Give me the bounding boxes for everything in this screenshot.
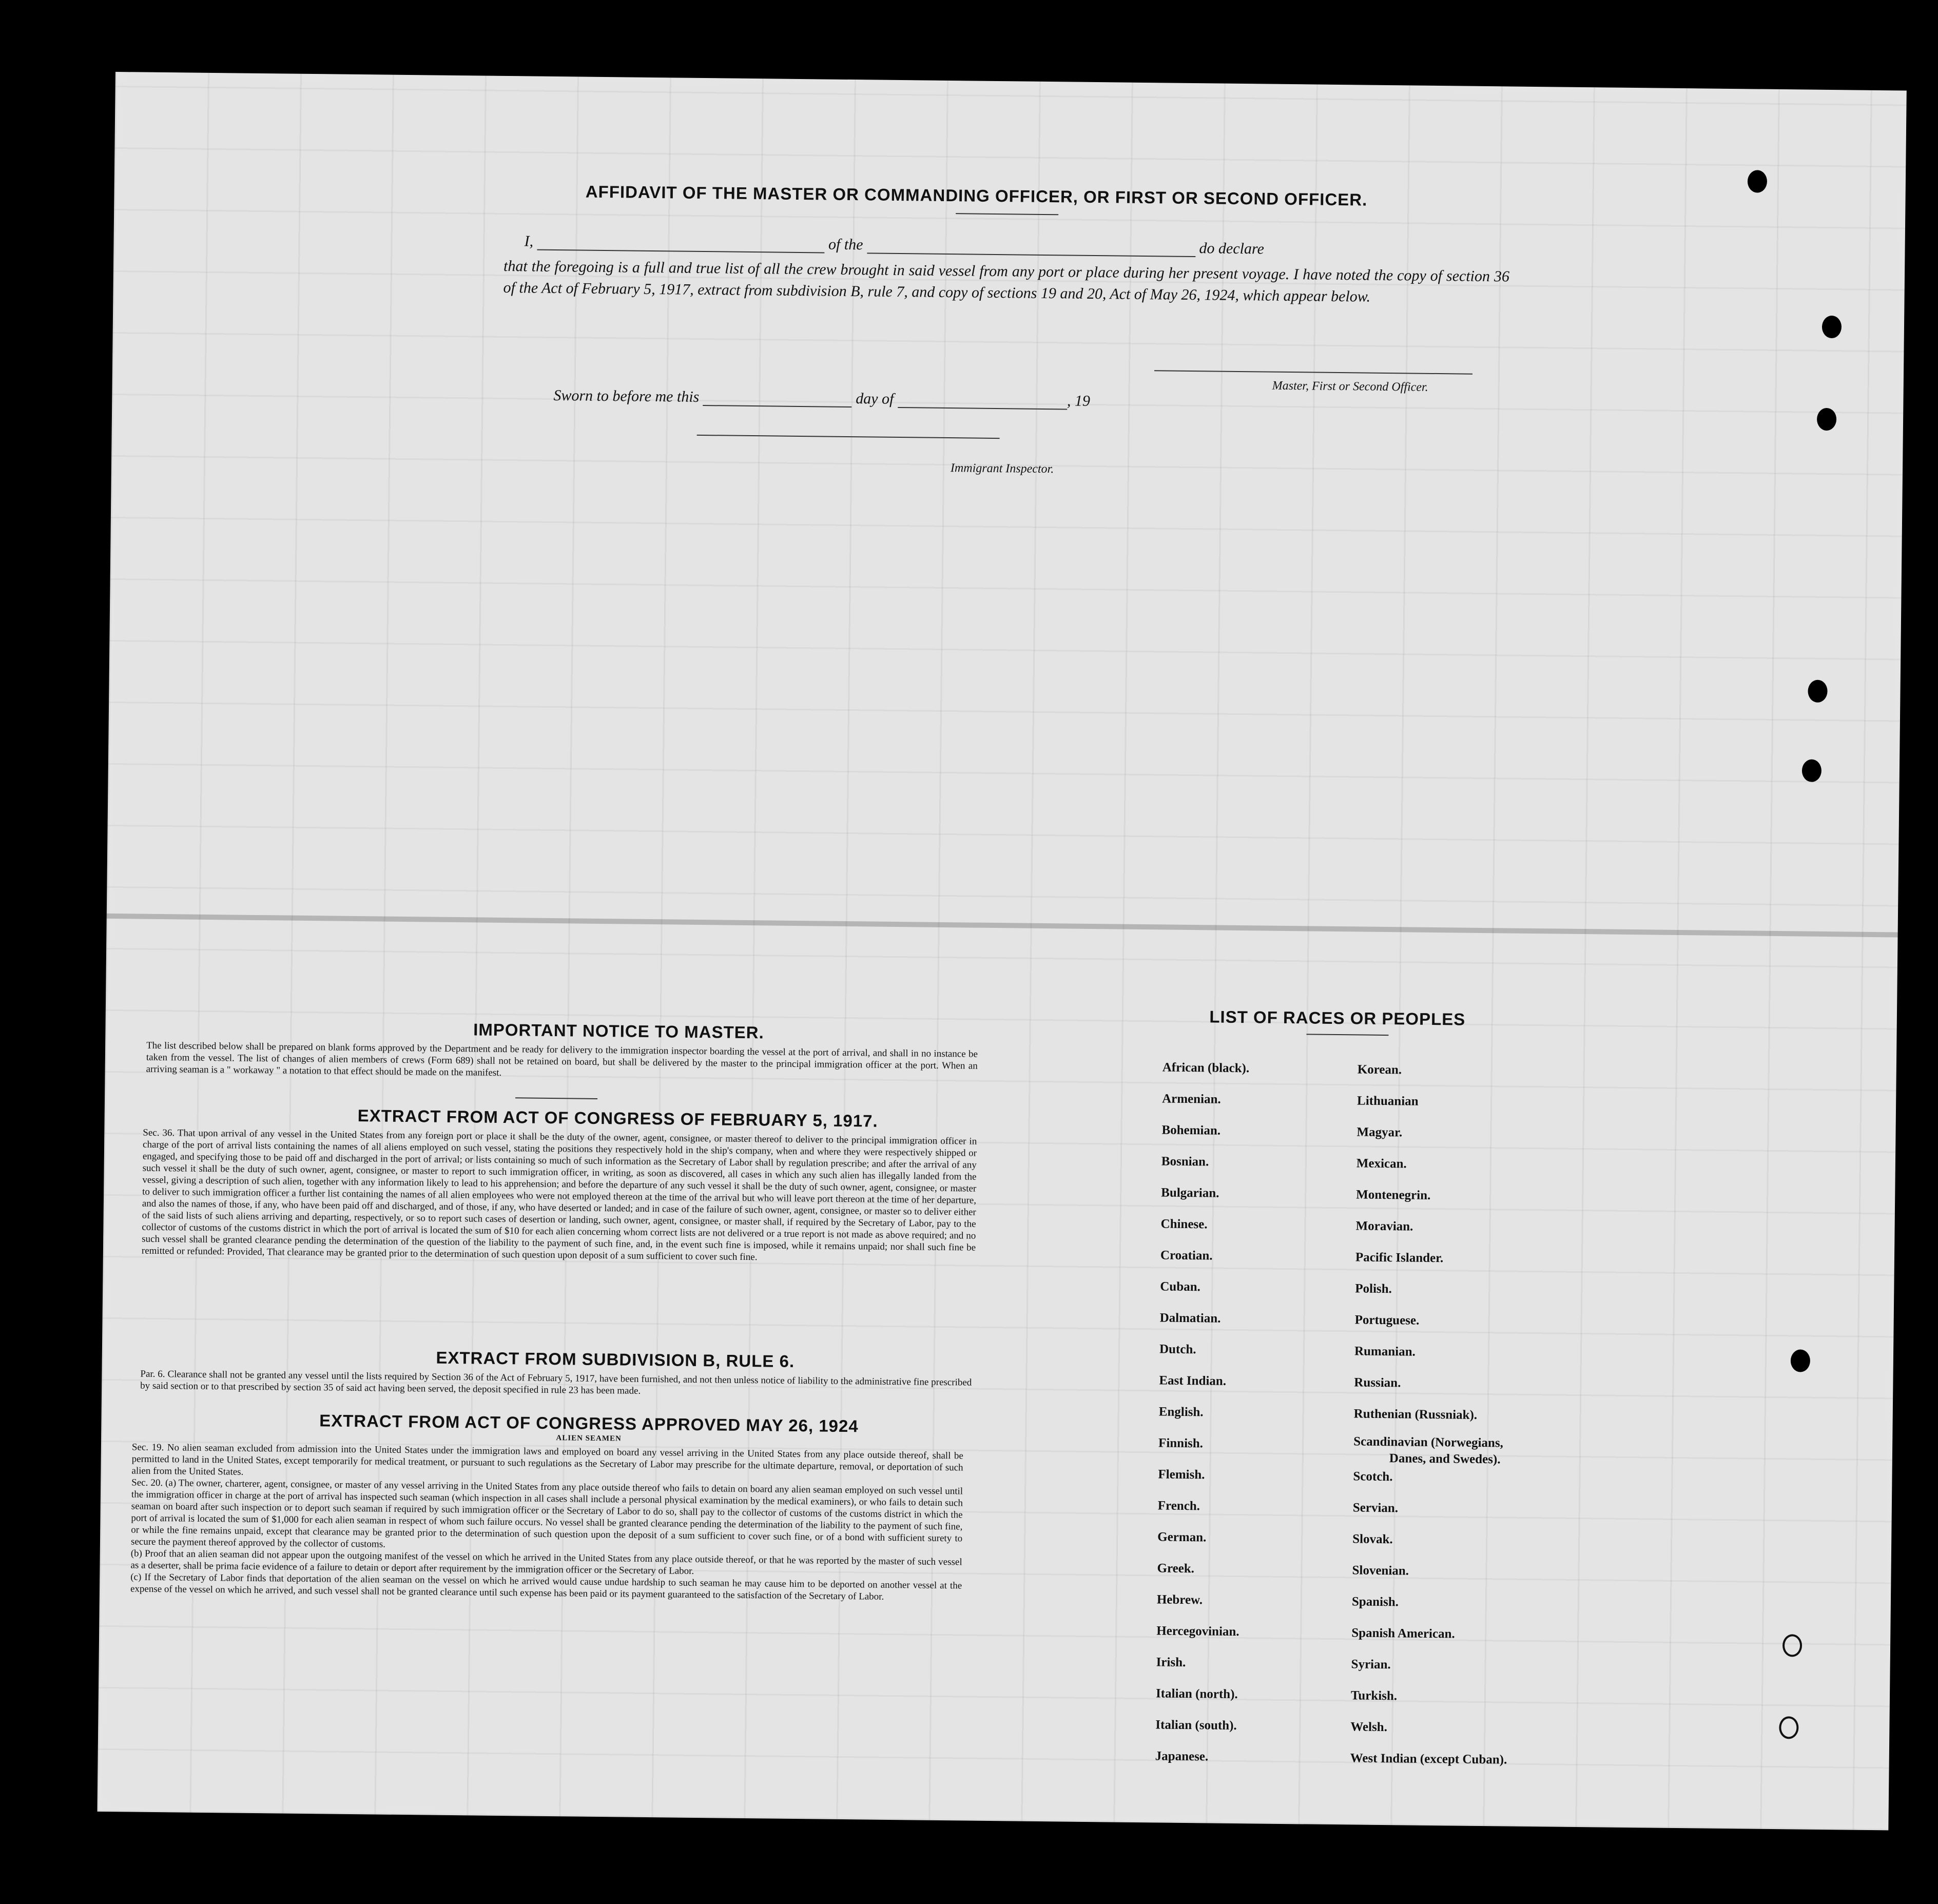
race-item: Finnish. <box>1158 1436 1204 1451</box>
affidavit-of-the: of the <box>828 236 863 254</box>
race-item: Bulgarian. <box>1161 1186 1219 1200</box>
inspector-label: Immigrant Inspector. <box>950 461 1054 476</box>
race-item: Danes, and Swedes). <box>1389 1451 1501 1467</box>
race-item: Hercegovinian. <box>1156 1624 1239 1639</box>
race-item: Polish. <box>1355 1281 1392 1296</box>
race-item: Ruthenian (Russniak). <box>1353 1407 1478 1422</box>
sworn-day-label: day of <box>856 390 894 407</box>
race-item: Lithuanian <box>1356 1094 1419 1109</box>
document-sheet <box>98 72 1907 1830</box>
race-item: Greek. <box>1157 1561 1195 1576</box>
sec19-text: Sec. 19. No alien seaman excluded from admission into the United States under the immigration laws and employed on board any vessel arriving in the United States from any place outside thereof, shall be permitted to land in the United States, except temporarily for medical treatment, or pursuant to such regulations as the Secretary of Labor may prescribe for the ultimate departure, removal, or deportation of such alien from the United States. <box>131 1442 963 1478</box>
race-item: German. <box>1157 1530 1207 1545</box>
race-item: Hebrew. <box>1156 1592 1203 1607</box>
sworn-day-field[interactable] <box>703 405 852 407</box>
sec20c-text: (c) If the Secretary of Labor finds that deportation of the alien seaman on the vessel on which he arrived would cause undue hardship to such seaman he may cause him to be deported on another vessel at the expense of the vessel on which he arrived, and such vessel shall not be granted clearance until such expense has been paid or its payment guaranteed to the satisfaction of the Secretary of Labor. <box>130 1571 962 1602</box>
race-item: Montenegrin. <box>1356 1188 1431 1202</box>
race-item: Servian. <box>1352 1501 1399 1516</box>
race-item: Russian. <box>1354 1375 1401 1390</box>
divider <box>1306 1034 1388 1036</box>
race-item: Slovak. <box>1352 1532 1393 1547</box>
race-item: Armenian. <box>1162 1092 1221 1106</box>
punch-hole <box>1802 759 1821 782</box>
punch-hole <box>1791 1349 1810 1372</box>
signature-label: Master, First or Second Officer. <box>1272 379 1428 394</box>
race-item: Scotch. <box>1353 1469 1393 1484</box>
race-item: Mexican. <box>1356 1156 1407 1171</box>
race-item: Moravian. <box>1355 1219 1413 1234</box>
affidavit-line1 <box>524 232 1530 261</box>
signature-line[interactable] <box>1154 370 1472 374</box>
extract-1917-title: EXTRACT FROM ACT OF CONGRESS OF FEBRUARY 5, 1917. <box>357 1106 878 1131</box>
race-item: West Indian (except Cuban). <box>1350 1751 1507 1767</box>
races-title: LIST OF RACES OR PEOPLES <box>1209 1007 1466 1029</box>
race-item: Japanese. <box>1155 1749 1209 1764</box>
punch-hole <box>1782 1634 1802 1657</box>
sec20b-text: (b) Proof that an alien seaman did not appear upon the outgoing manifest of the vessel on which he arrived in the United States from any place outside thereof, or that he was reported by the master of such vessel as a deserter, shall be prima facie evidence of a failure to detain or deport after requirement by the immigration officer or the Secretary of Labor. <box>130 1548 962 1577</box>
punch-hole <box>1748 170 1767 192</box>
race-item: Bohemian. <box>1161 1123 1221 1138</box>
race-item: French. <box>1157 1499 1200 1513</box>
race-item: Cuban. <box>1160 1279 1200 1294</box>
affidavit-declare: do declare <box>1199 240 1265 258</box>
punch-hole <box>1817 408 1836 431</box>
name-field[interactable] <box>537 249 824 254</box>
extract-1917-body: Sec. 36. That upon arrival of any vessel in the United States from any foreign port or place it shall be the duty of the owner, agent, consignee, or master thereof to deliver to the principal immigration officer in charge of the port of arrival lists containing the names of all aliens employed on such vessel, stating the positions they respectively hold in the ship's company, when and where they were respectively shipped or engaged, and specifying those to be paid off and discharged in the port of arrival; or lists containing so much of such information as the Secretary of Labor shall by regulation prescribe; and after the arrival of any such vessel it shall be the duty of such owner, agent, consignee, or master to report to such immigration officer, in writing, as soon as discovered, all cases in which any such alien has illegally landed from the vessel, giving a description of such alien, together with any information likely to lead to his apprehension; and before the departure of any such vessel it shall be the duty of such owner, agent, consignee, or master to deliver to such immigration officer a further list containing the names of all alien employees who were not employed thereon at the time of the arrival but who will leave port thereon at the time of her departure, and also the names of those, if any, who have been paid off and discharged, and of those, if any, who have deserted or landed; and in case of the failure of such owner, agent, consignee, or master so to deliver either of the said lists of such aliens arriving and departing, respectively, or so to report such cases of desertion or landing, such owner, agent, consignee, or master shall, if required by the Secretary of Labor, pay to the collector of customs of the customs district in which the port of arrival is located the sum of $10 for each alien concerning whom correct lists are not delivered or a true report is not made as above required; and no such vessel shall be granted clearance pending the determination of the question of the liability to the payment of such fine, and, in the event such fine is imposed, while it remains unpaid; nor shall such fine be remitted or refunded: Provided, That clearance may be granted prior to the determination of such question upon deposit of a sum sufficient to cover such fine. <box>141 1127 977 1263</box>
punch-hole <box>1822 316 1842 338</box>
race-item: Chinese. <box>1160 1217 1208 1232</box>
race-item: Welsh. <box>1350 1720 1388 1735</box>
race-item: Scandinavian (Norwegians, <box>1353 1434 1504 1450</box>
race-item: Italian (north). <box>1155 1686 1238 1702</box>
vessel-field[interactable] <box>867 252 1195 257</box>
race-item: Spanish American. <box>1351 1626 1455 1641</box>
race-item: Spanish. <box>1351 1595 1399 1609</box>
extract-1924-title: EXTRACT FROM ACT OF CONGRESS APPROVED MAY 26, 1924 <box>319 1411 859 1436</box>
extract-1924-body <box>130 1441 963 1603</box>
extract-rule6-body: Par. 6. Clearance shall not be granted any vessel until the lists required by Section 36 of the Act of February 5, 1917, have been furnished, and not then unless notice of liability to the administrative fine prescribed by said section or to that prescribed by section 35 of said act having been served, the deposit specified in rule 23 has been made. <box>140 1368 972 1396</box>
race-item: Syrian. <box>1351 1657 1391 1672</box>
inspector-line[interactable] <box>697 435 1000 439</box>
race-item: Italian (south). <box>1155 1718 1237 1733</box>
fold-crease <box>107 914 1898 938</box>
extract-1924-subtitle: ALIEN SEAMEN <box>556 1434 622 1443</box>
race-item: Korean. <box>1357 1062 1402 1077</box>
race-item: African (black). <box>1162 1060 1250 1076</box>
extract-rule6-title: EXTRACT FROM SUBDIVISION B, RULE 6. <box>436 1348 795 1371</box>
race-item: Pacific Islander. <box>1355 1250 1444 1266</box>
race-item: English. <box>1158 1405 1204 1420</box>
sworn-line <box>553 387 1220 412</box>
sec20a-text: Sec. 20. (a) The owner, charterer, agent, consignee, or master of any vessel arriving in the United States from any place outside thereof who fails to detain on board any alien seaman employed on such vessel until the immigration officer in charge at the port of arrival has inspected such seaman (which inspection in all cases shall include a personal physical examination by the medical examiners), or who fails to detain such seaman on board after such inspection or to deport such seaman if required by such immigration officer or the Secretary of Labor to do so, shall pay to the collector of customs of the customs district in which the port of arrival is located the sum of $1,000 for each alien seaman in respect of whom such failure occurs. No vessel shall be granted clearance pending the determination of the liability to the payment of such fine, or while the fine remains unpaid, except that clearance may be granted prior to the determination of such question upon the deposit of a sum sufficient to cover such fine, or of a bond with sufficient surety to secure the payment thereof approved by the collector of customs. <box>130 1477 963 1550</box>
punch-hole <box>1779 1716 1798 1739</box>
race-item: Bosnian. <box>1161 1154 1209 1169</box>
race-item: Flemish. <box>1158 1467 1205 1482</box>
divider <box>956 213 1058 215</box>
notice-title: IMPORTANT NOTICE TO MASTER. <box>473 1020 764 1042</box>
punch-hole <box>1808 680 1827 703</box>
sworn-month-field[interactable] <box>898 407 1067 410</box>
race-item: Slovenian. <box>1352 1563 1409 1578</box>
divider <box>515 1097 597 1099</box>
race-item: Irish. <box>1156 1655 1186 1670</box>
race-item: East Indian. <box>1159 1373 1227 1388</box>
affidavit-title: AFFIDAVIT OF THE MASTER OR COMMANDING OFFICER, OR FIRST OR SECOND OFFICER. <box>585 182 1368 209</box>
race-item: Dalmatian. <box>1159 1311 1221 1326</box>
sworn-year: , 19 <box>1067 392 1091 410</box>
race-item: Magyar. <box>1356 1125 1403 1140</box>
race-item: Rumanian. <box>1354 1344 1416 1359</box>
affidavit-body: that the foregoing is a full and true list of all the crew brought in said vessel from any port or place during her present voyage. I have noted the copy of section 36 of the Act of February 5, 1917, extract from subdivision B, rule 7, and copy of sections 19 and 20, Act of May 26, 1924, which appear below. <box>503 257 1510 305</box>
affidavit-i: I, <box>524 232 534 250</box>
race-item: Croatian. <box>1160 1248 1213 1263</box>
race-item: Portuguese. <box>1354 1313 1420 1328</box>
race-item: Dutch. <box>1159 1342 1196 1357</box>
race-item: Turkish. <box>1350 1688 1398 1703</box>
notice-body: The list described below shall be prepared on blank forms approved by the Department and be ready for delivery to the immigration inspector boarding the vessel at the port of arrival, and shall in no instance be taken from the vessel. The list of changes of alien members of crews (Form 689) shall not be retained on board, but shall be delivered by the master to the principal immigration officer at the port. When an arriving seaman is a " workaway " a notation to that effect should be made on the manifest. <box>146 1040 978 1078</box>
sworn-prefix: Sworn to before me this <box>553 386 700 405</box>
